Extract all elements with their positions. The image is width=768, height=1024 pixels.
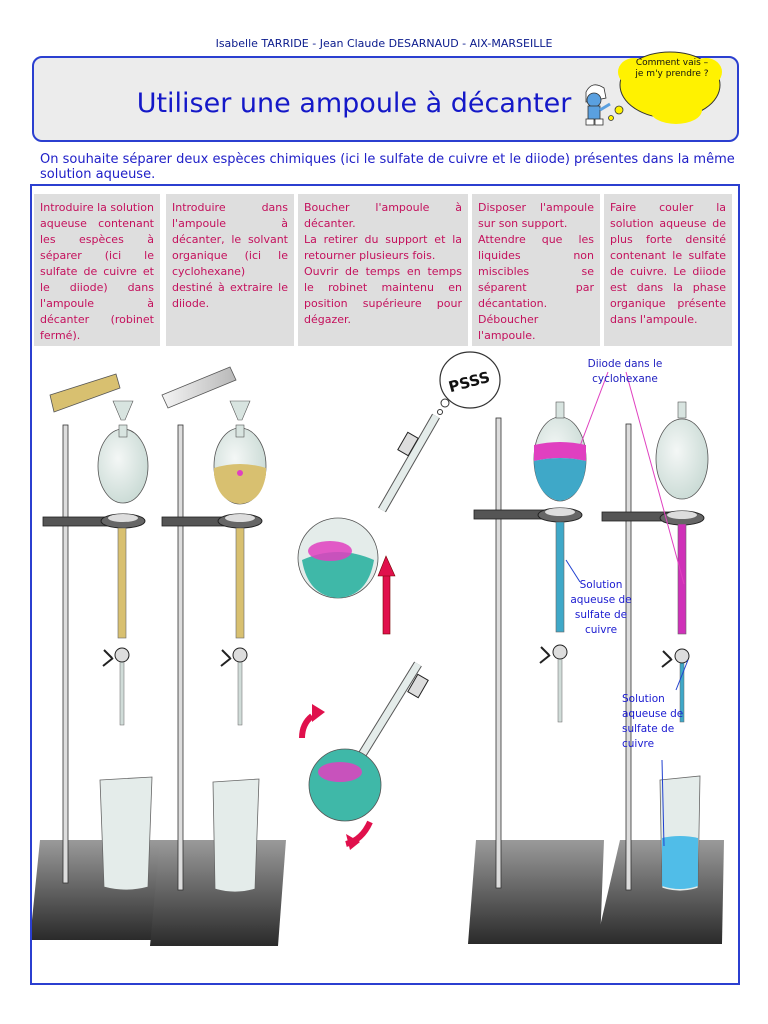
step-3-line-3: Ouvrir de temps en temps le robinet maintenu en position supérieure pour dégazer. [304, 265, 462, 326]
step-2-text: Introduire dans l'ampoule à décanter, le solvant organique (ici le cyclohexane) destiné à extraire le diiode. [172, 201, 288, 310]
step-1 [34, 194, 160, 346]
bubble-line-2: je m'y prendre ? [635, 69, 709, 79]
label-diiode-cyclohexane: Diiode dans le cyclohexane [587, 358, 663, 385]
label-solution-2-line-3: sulfate de [622, 723, 675, 735]
label-solution-2-line-1: Solution [622, 693, 665, 705]
label-solution-1 [566, 578, 636, 638]
label-solution-1-line-1: Solution [579, 579, 623, 591]
step-5-text: Faire couler la solution aqueuse de plus forte densité contenant le sulfate de cuivre. Le diiode est dans la phase organique présente dans l'ampoule. [610, 201, 726, 326]
step-4-line-1: Disposer l'ampoule sur son support. [478, 201, 594, 230]
label-solution-1-line-4: cuivre [584, 624, 618, 636]
smurf-figure [586, 85, 610, 125]
label-solution-2-line-2: aqueuse de [622, 708, 684, 720]
label-solution-1-line-3: sulfate de [574, 609, 628, 621]
intro-text: On souhaite séparer deux espèces chimiques (ici le sulfate de cuivre et le diiode) présentes dans la même solution aqueuse. [40, 152, 735, 182]
page-title: Utiliser une ampoule à décanter [136, 88, 572, 119]
step-5 [604, 194, 732, 346]
step-3-line-2: La retirer du support et la retourner plusieurs fois. [304, 233, 462, 262]
thought-bubble-text [626, 58, 718, 80]
label-solution-2 [622, 692, 692, 752]
step-2 [166, 194, 294, 346]
step-4-line-2: Attendre que les liquides non miscibles se séparent par décantation. [478, 233, 594, 310]
step-3-line-1: Boucher l'ampoule à décanter. [304, 201, 462, 230]
label-solution-1-line-2: aqueuse de [570, 594, 632, 606]
label-solution-2-line-4: cuivre [622, 738, 655, 750]
psss-text: PSSS [446, 367, 492, 397]
bubble-line-1: Comment vais – [635, 58, 709, 68]
step-1-text: Introduire la solution aqueuse contenant les espèces à séparer (ici le sulfate de cuivre et le diiode) dans l'ampoule à décanter (robinet fermé). [40, 201, 154, 342]
step-4 [472, 194, 600, 346]
step-3 [298, 194, 468, 346]
step-4-line-3: Déboucher l'ampoule. [478, 313, 539, 342]
authors-line: Isabelle TARRIDE - Jean Claude DESARNAUD - AIX-MARSEILLE [215, 37, 553, 50]
